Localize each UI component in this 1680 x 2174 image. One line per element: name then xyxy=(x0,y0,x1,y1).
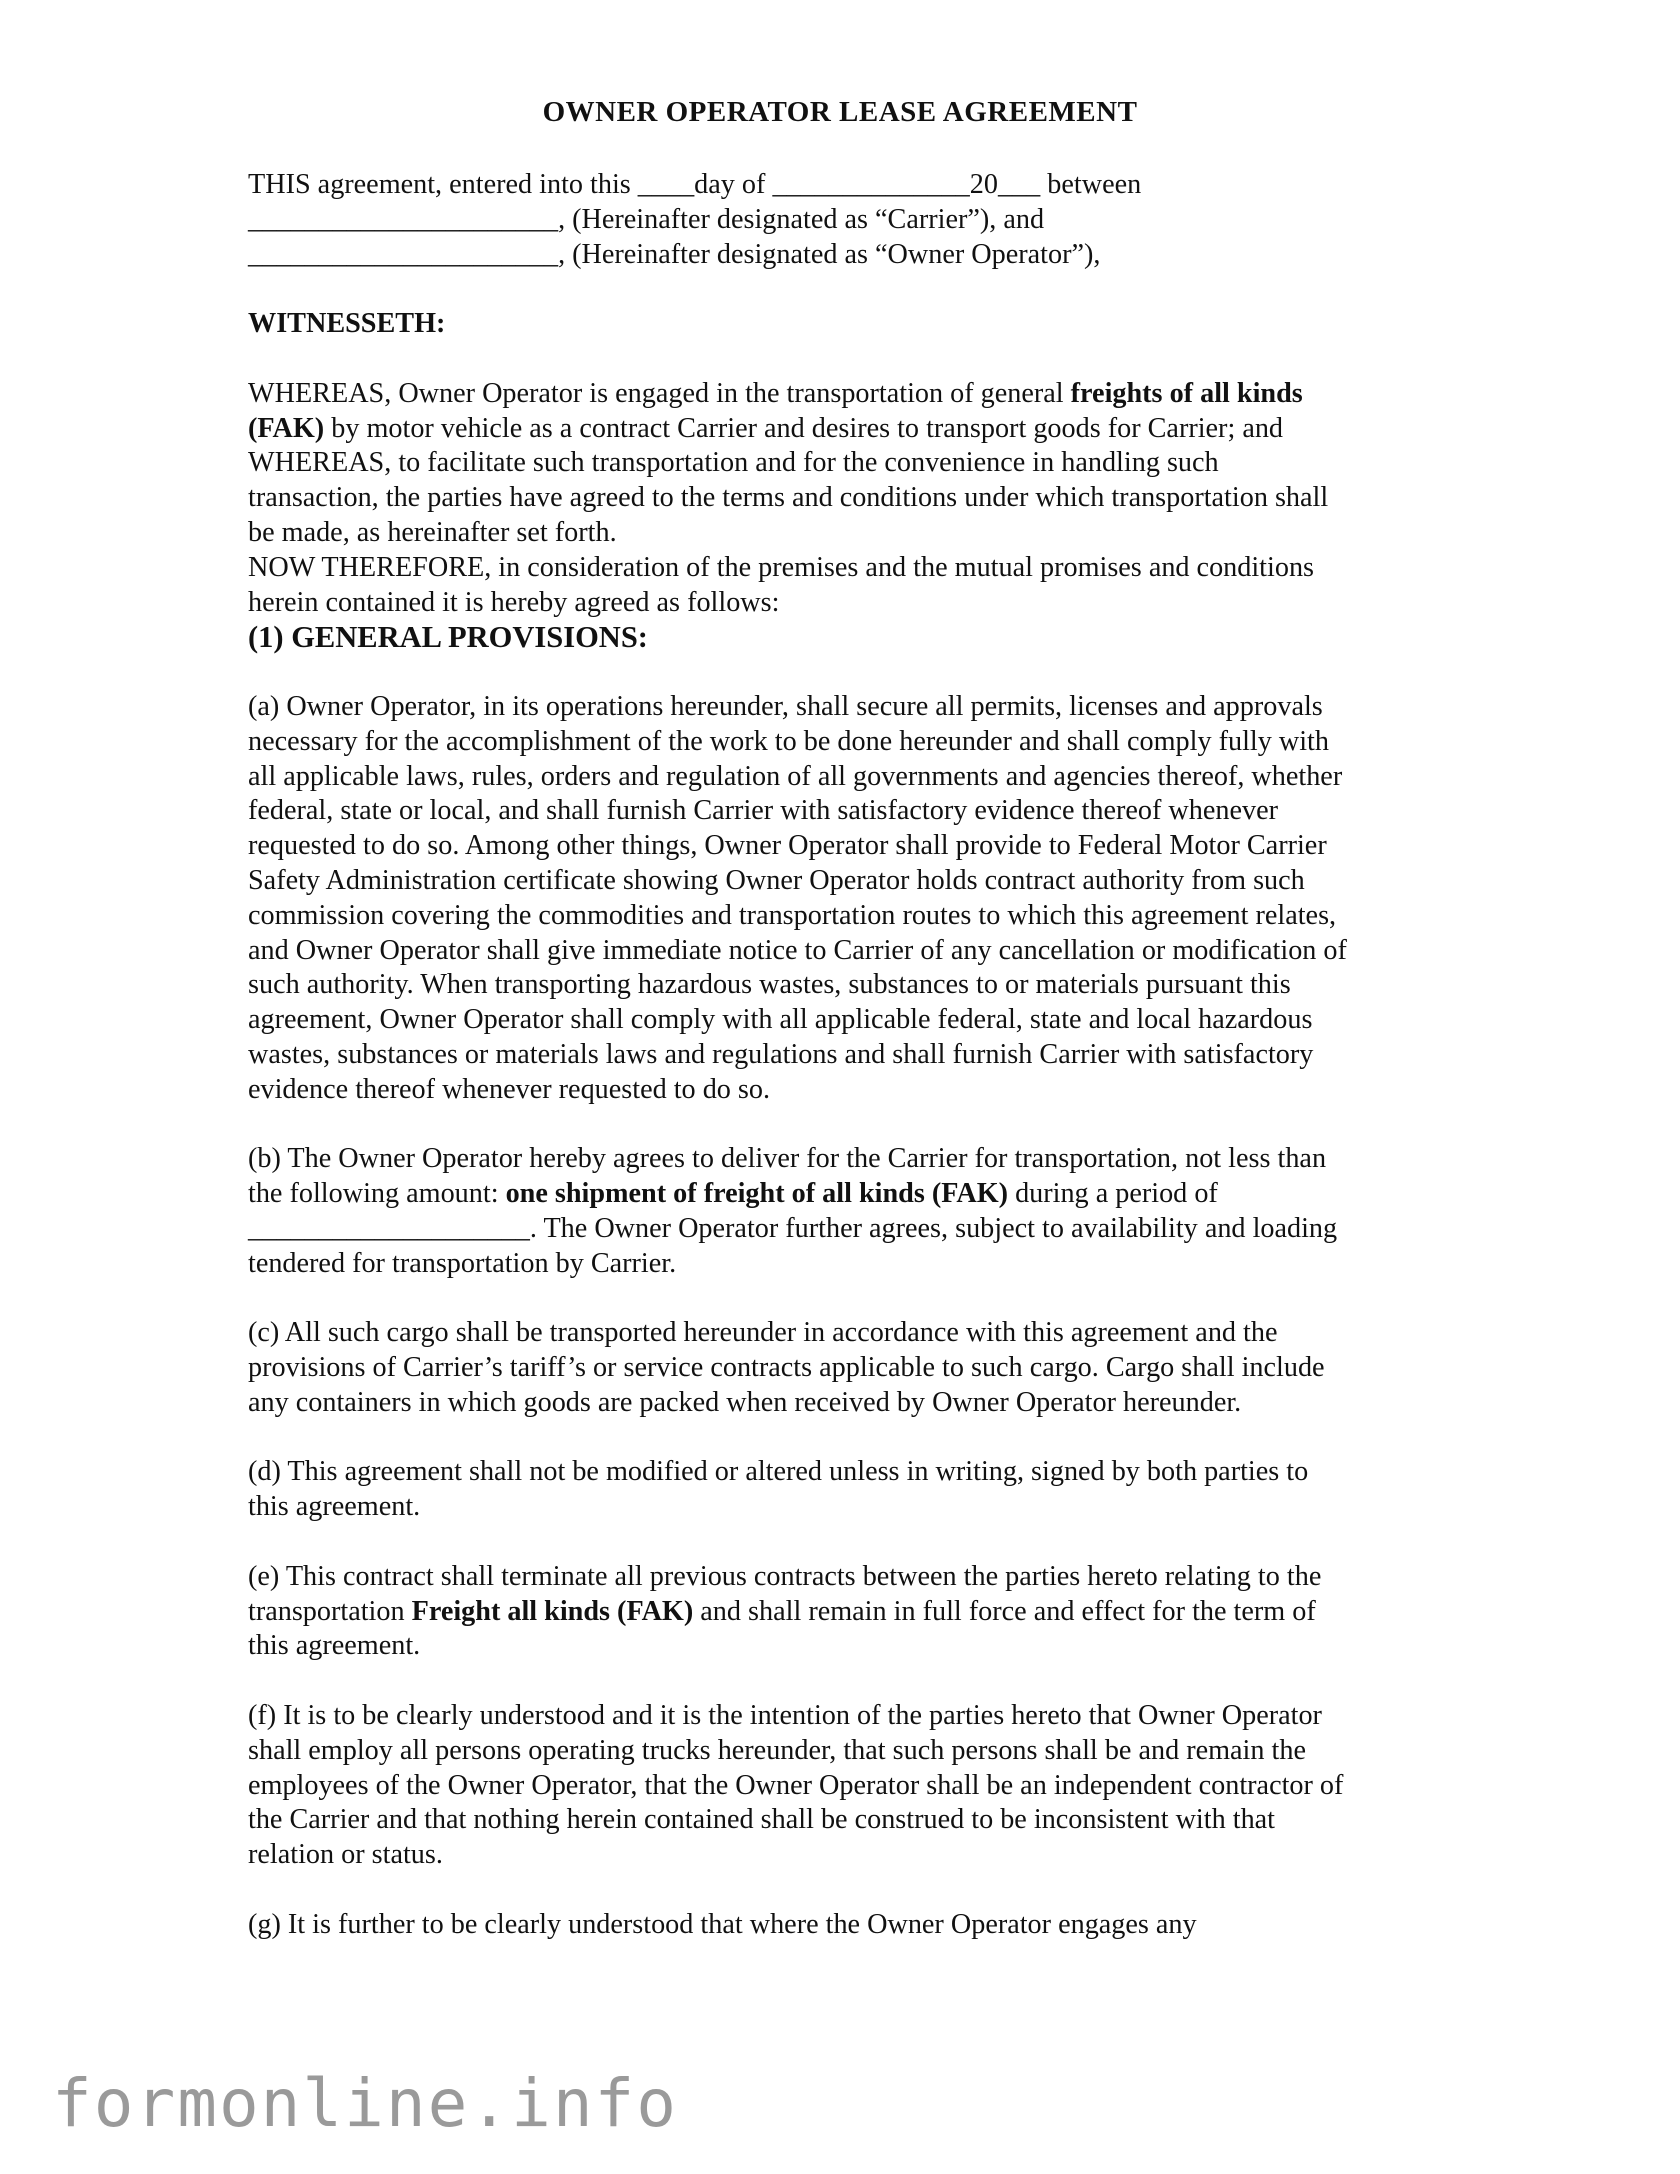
paragraph-e: (e) This contract shall terminate all previous contracts between the parties hereto relating to the transportation Freight all kinds (FAK) and shall remain in full force and effect for the term of this agreement. xyxy=(248,1560,1322,1662)
paragraph-b: (b) The Owner Operator hereby agrees to deliver for the Carrier for transportation, not less than the following amount: one shipment of freight of all kinds (FAK) during a period of ____________________. The Owner Operator further agrees, subject to availability and loading tendered for transportation by Carrier. xyxy=(248,1143,1338,1279)
intro-line: ______________________, (Hereinafter designated as “Owner Operator”), xyxy=(248,238,1101,270)
whereas-clause-2: WHEREAS, to facilitate such transportation and for the convenience in handling such transaction, the parties have agreed to the terms and conditions under which transportation shall be made, as hereinafter set forth. xyxy=(248,447,1329,548)
bold-term: Freight all kinds (FAK) xyxy=(411,1595,694,1627)
document-body xyxy=(248,168,1448,1943)
bold-term: (FAK) xyxy=(248,412,325,444)
intro-line: THIS agreement, entered into this ____day of ______________20___ between xyxy=(248,169,1142,200)
paragraph-d: (d) This agreement shall not be modified or altered unless in writing, signed by both parties to this agreement. xyxy=(248,1456,1309,1523)
watermark: formonline.info xyxy=(52,2065,679,2142)
intro-line: ______________________, (Hereinafter designated as “Carrier”), and xyxy=(248,203,1045,235)
paragraph-g: (g) It is further to be clearly understood that where the Owner Operator engages any xyxy=(248,1908,1197,1940)
bold-term: freights of all kinds xyxy=(1070,377,1303,409)
intro-block xyxy=(248,168,1448,272)
whereas-clause-1: WHEREAS, Owner Operator is engaged in the transportation of general freights of all kinds (FAK) by motor vehicle as a contract Carrier and desires to transport goods for Carrier; and xyxy=(248,377,1303,444)
now-therefore-clause: NOW THEREFORE, in consideration of the premises and the mutual promises and conditions herein contained it is hereby agreed as follows: xyxy=(248,551,1315,618)
witnesseth-heading: WITNESSETH: xyxy=(248,308,446,340)
bold-term: one shipment of freight of all kinds (FAK) xyxy=(505,1178,1009,1210)
section-heading: (1) GENERAL PROVISIONS: xyxy=(248,620,648,655)
paragraph-a: (a) Owner Operator, in its operations hereunder, shall secure all permits, licenses and approvals necessary for the accomplishment of the work to be done hereunder and shall comply fully with all applicable laws, rules, orders and regulation of all governments and agencies thereof, whether federal, state or local, and shall furnish Carrier with satisfactory evidence thereof whenever requested to do so. Among other things, Owner Operator shall provide to Federal Motor Carrier Safety Administration certificate showing Owner Operator holds contract authority from such commission covering the commodities and transportation routes to which this agreement relates, and Owner Operator shall give immediate notice to Carrier of any cancellation or modification of such authority. When transporting hazardous wastes, substances to or materials pursuant this agreement, Owner Operator shall comply with all applicable federal, state and local hazardous wastes, substances or materials laws and regulations and shall furnish Carrier with satisfactory evidence thereof whenever requested to do so. xyxy=(248,690,1347,1105)
paragraph-f: (f) It is to be clearly understood and it is the intention of the parties hereto that Owner Operator shall employ all persons operating trucks hereunder, that such persons shall be and remain the employees of the Owner Operator, that the Owner Operator shall be an independent contractor of the Carrier and that nothing herein contained shall be construed to be inconsistent with that relation or status. xyxy=(248,1700,1344,1871)
paragraph-c: (c) All such cargo shall be transported hereunder in accordance with this agreement and the provisions of Carrier’s tariff’s or service contracts applicable to such cargo. Cargo shall include any containers in which goods are packed when received by Owner Operator hereunder. xyxy=(248,1317,1325,1418)
document-title: OWNER OPERATOR LEASE AGREEMENT xyxy=(542,96,1138,128)
